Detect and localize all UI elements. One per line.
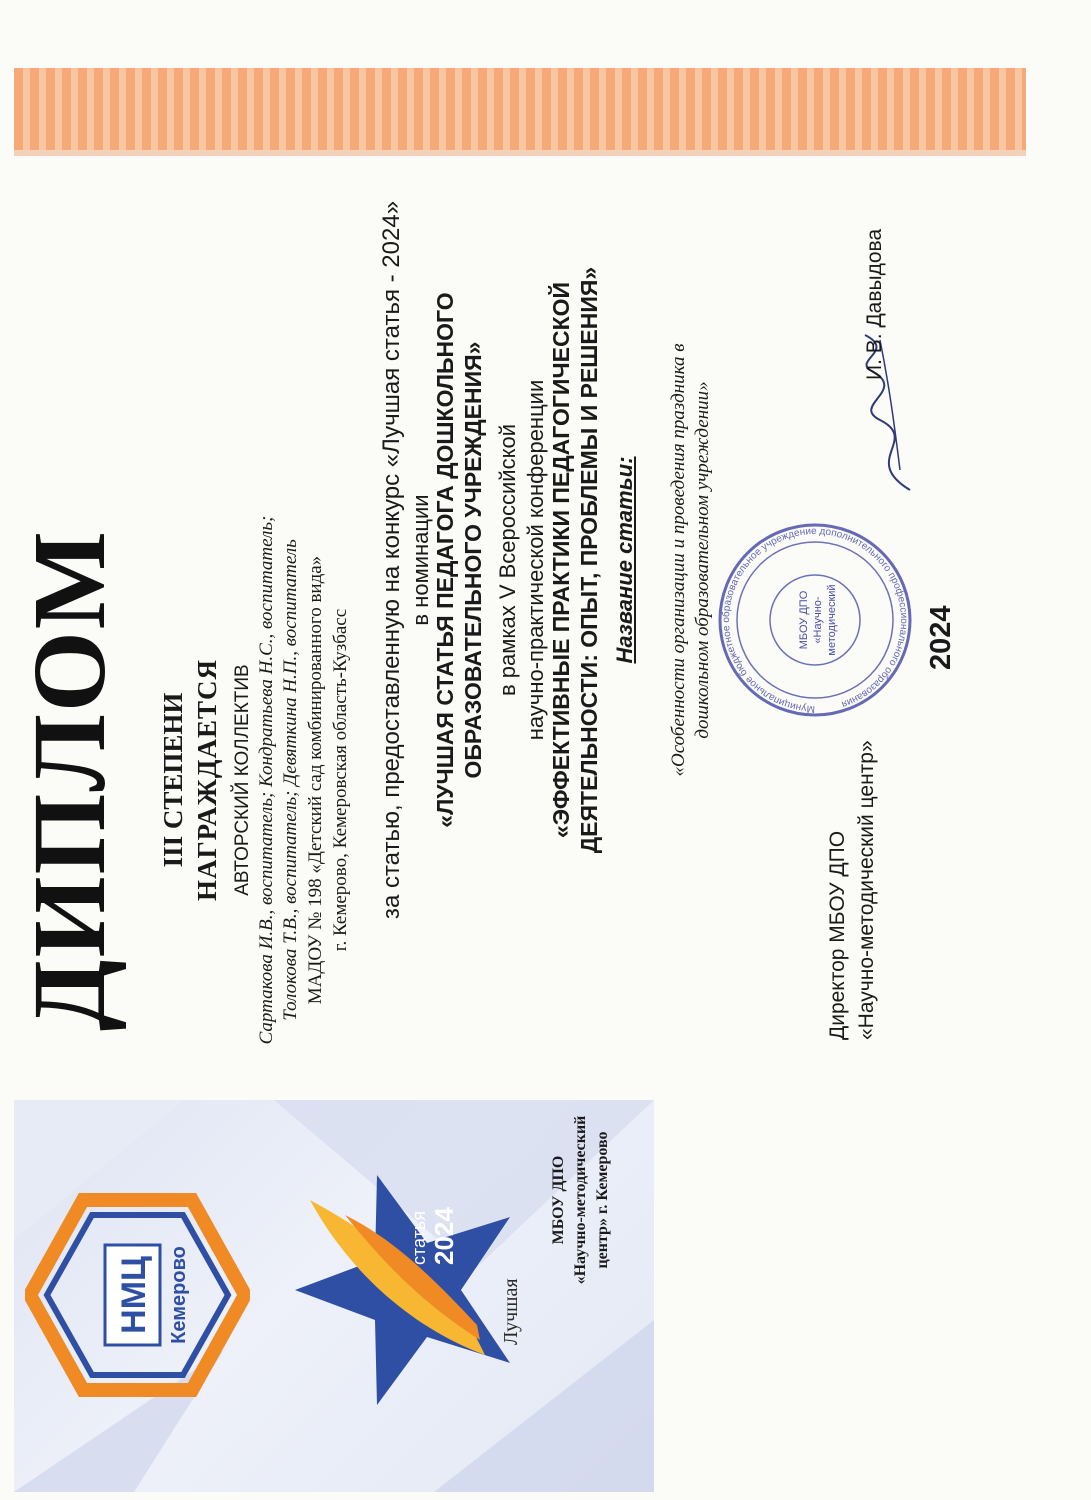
degree: III СТЕПЕНИ bbox=[158, 692, 188, 868]
svg-text:Лучшая: Лучшая bbox=[500, 1278, 522, 1345]
nomination-in: в номинации bbox=[408, 494, 433, 626]
collective-label: АВТОРСКИЙ КОЛЛЕКТИВ bbox=[232, 664, 253, 896]
within-text: в рамках V Всероссийской bbox=[495, 424, 520, 696]
org-line-2: «Научно-методический bbox=[572, 1115, 589, 1285]
org-line-1: МБОУ ДПО bbox=[550, 1155, 567, 1245]
institution: МАДОУ № 198 «Детский сад комбинированного вида» bbox=[305, 555, 326, 1005]
conference-text: научно-практической конференции bbox=[523, 379, 548, 741]
svg-text:2024: 2024 bbox=[429, 1207, 459, 1265]
year: 2024 bbox=[925, 605, 957, 670]
nmc-logo bbox=[25, 1190, 250, 1400]
nomination-line-1: «ЛУЧШАЯ СТАТЬЯ ПЕДАГОГА ДОШКОЛЬНОГО bbox=[432, 292, 458, 828]
org-line-3: центр» г. Кемерово bbox=[594, 1131, 611, 1269]
official-seal bbox=[715, 520, 915, 720]
city: г. Кемерово, Кемеровская область-Кузбасс bbox=[330, 608, 351, 952]
svg-text:МБОУ ДПО: МБОУ ДПО bbox=[798, 590, 810, 650]
signer-name: И. В. Давыдова bbox=[863, 228, 886, 380]
conference-name-line-2: ДЕЯТЕЛЬНОСТИ: ОПЫТ, ПРОБЛЕМЫ И РЕШЕНИЯ» bbox=[576, 266, 602, 854]
diploma-title: ДИПЛОМ bbox=[12, 529, 127, 1031]
svg-text:методический: методический bbox=[826, 584, 838, 656]
best-article-logo bbox=[285, 1165, 530, 1415]
director-line-1: Директор МБОУ ДПО bbox=[826, 830, 849, 1040]
article-label: Название статьи: bbox=[612, 456, 637, 664]
svg-text:«Научно-: «Научно- bbox=[812, 596, 824, 644]
nomination-line-2: ОБРАЗОВАТЕЛЬНОГО УЧРЕЖДЕНИЯ» bbox=[460, 341, 486, 779]
svg-text:НМЦ: НМЦ bbox=[115, 1256, 153, 1334]
article-title-line-1: «Особенности организации и проведения праздника в bbox=[668, 343, 689, 777]
contest-text: за статью, предоставленную на конкурс «Лучшая статья - 2024» bbox=[378, 200, 405, 920]
authors-line-1: Сартакова И.В., воспитатель; Кондратьева Н.С., воспитатель; bbox=[256, 515, 277, 1045]
svg-text:Муниципальное бюджетное образо: Муниципальное бюджетное образовательное учреждение дополнительного профессионального образования bbox=[720, 525, 910, 715]
director-line-2: «Научно-методический центр» bbox=[855, 740, 878, 1040]
svg-text:статья: статья bbox=[409, 1210, 429, 1265]
svg-text:Кемерово: Кемерово bbox=[168, 1246, 190, 1344]
awarded-heading: НАГРАЖДАЕТСЯ bbox=[192, 659, 222, 902]
authors-line-2: Толокова Т.В., воспитатель; Девяткина Н.П., воспитатель bbox=[280, 539, 301, 1021]
article-title-line-2: дошкольном образовательном учреждении» bbox=[692, 381, 713, 739]
conference-name-line-1: «ЭФФЕКТИВНЫЕ ПРАКТИКИ ПЕДАГОГИЧЕСКОЙ bbox=[548, 281, 574, 839]
